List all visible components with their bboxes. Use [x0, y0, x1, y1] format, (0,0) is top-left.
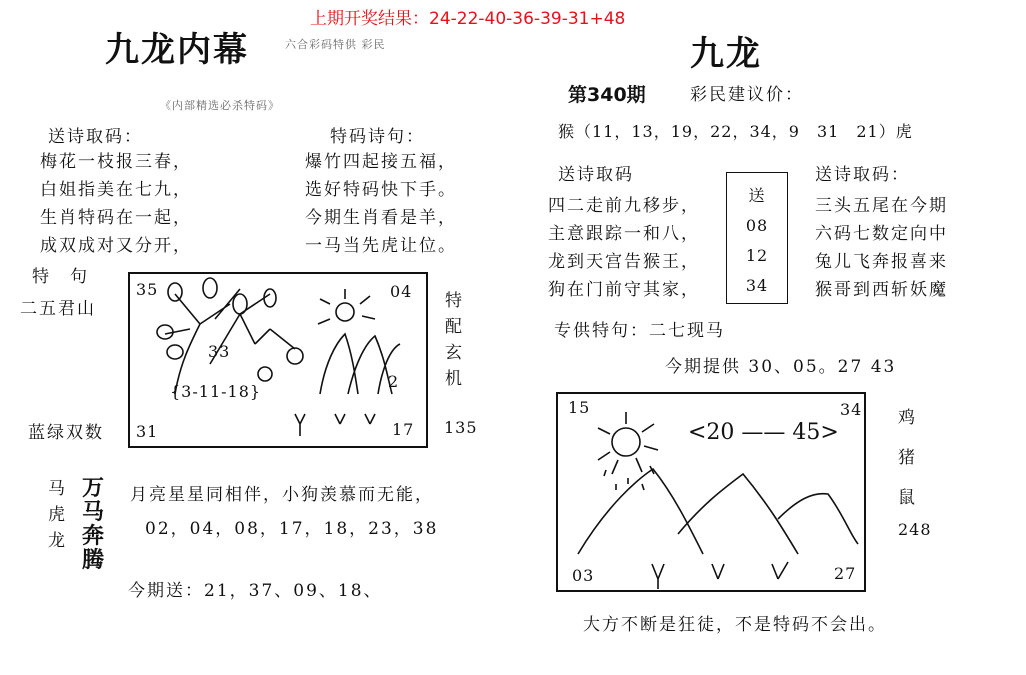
left-subtitle: 六合彩码特供 彩民 [285, 38, 386, 51]
pic-num-bl: 03 [572, 566, 595, 585]
poem-line: 一马当先虎让位。 [305, 236, 457, 256]
zodiac-item: 猪 [898, 448, 917, 468]
send-box-item: 08 [745, 216, 769, 235]
numbers-line: 02，04，08，17，18，23，38 [145, 519, 439, 539]
right-poem-header: 送诗取码 [558, 165, 634, 185]
poem-line: 白姐指美在七九， [40, 180, 192, 200]
special-line: 专供特句：二七现马 [554, 321, 725, 341]
price-label: 彩民建议价： [690, 85, 804, 105]
right-title: 九龙 [690, 34, 762, 74]
side-number: 135 [444, 418, 478, 437]
special-phrase: 二五君山 [20, 299, 96, 319]
poem-line: 梅花一枝报三春， [40, 152, 192, 172]
poem-line: 生肖特码在一起， [40, 208, 192, 228]
pic-num-br: 27 [834, 564, 857, 583]
poem-line: 成双成对又分开， [40, 236, 192, 256]
side-number-right: 248 [898, 520, 932, 539]
last-result: 上期开奖结果：24-22-40-36-39-31+48 [310, 9, 626, 29]
poem-line: 四二走前九移步， [548, 196, 700, 216]
left-poem [40, 148, 192, 260]
left-poem-right [305, 148, 457, 260]
zodiac-side [898, 398, 917, 518]
left-poem-right-header: 特码诗句： [330, 127, 425, 147]
pic-num-tr: 34 [840, 400, 863, 419]
poem-line: 爆竹四起接五福， [305, 152, 457, 172]
special-label: 特 句 [32, 267, 89, 287]
send-box-item: 送 [748, 186, 766, 205]
zodiac-item: 马 [48, 479, 67, 499]
left-sketch [130, 274, 426, 446]
left-subtitle2: 《内部精选必杀特码》 [160, 99, 280, 112]
right-picture-box [556, 392, 866, 592]
phrase-big: 万马奔腾 [82, 475, 105, 573]
poem-line: 狗在门前守其家， [548, 280, 700, 300]
zodiac-item: 龙 [48, 531, 67, 551]
pic-num-tl: 35 [136, 280, 159, 299]
send-box [726, 172, 788, 304]
moon-line: 月亮星星同相伴，小狗羡慕而无能， [130, 485, 434, 505]
issue-number: 第340期 [568, 84, 646, 106]
zodiac-item: 虎 [48, 505, 67, 525]
bottom-line: 大方不断是狂徒，不是特码不会出。 [583, 615, 887, 635]
monkey-line: 猴（11，13，19，22，34，9 31 21）虎 [558, 122, 913, 141]
color-label: 蓝绿双数 [28, 423, 104, 443]
send-line: 今期送：21，37、09、18、 [128, 581, 383, 601]
left-picture-box [128, 272, 428, 448]
pic-num-2: 2 [388, 372, 400, 391]
zodiac-item: 鼠 [898, 488, 917, 508]
zodiac-item: 鸡 [898, 408, 917, 428]
right-poem-right-header: 送诗取码： [815, 165, 910, 185]
pic-sequence: <20 —— 45> [688, 420, 839, 445]
left-title: 九龙内幕 [105, 30, 249, 70]
poem-line: 龙到天宫告猴王， [548, 252, 700, 272]
side-right: 特配玄机 [445, 291, 464, 389]
right-poem [548, 192, 700, 304]
poem-line: 选好特码快下手。 [305, 180, 457, 200]
pic-num-mid: 33 [208, 342, 231, 361]
pic-num-bl: 31 [136, 422, 159, 441]
pic-num-tl: 15 [568, 398, 591, 417]
pic-num-br: 17 [392, 420, 415, 439]
pic-num-tr: 04 [390, 282, 413, 301]
zodiac-left [48, 476, 67, 554]
pic-sequence: {3-11-18} [170, 382, 262, 401]
send-box-item: 12 [745, 246, 769, 265]
poem-line: 猴哥到西斩妖魔 [815, 280, 948, 300]
right-poem-right [815, 192, 948, 304]
poem-line: 主意跟踪一和八， [548, 224, 700, 244]
send-box-item: 34 [745, 276, 769, 295]
poem-line: 六码七数定向中 [815, 224, 948, 244]
poem-line: 兔儿飞奔报喜来 [815, 252, 948, 272]
poem-line: 今期生肖看是羊， [305, 208, 457, 228]
provide-line: 今期提供 30、05。27 43 [665, 357, 897, 377]
left-poem-header: 送诗取码： [48, 127, 143, 147]
send-box-list [727, 181, 787, 301]
poem-line: 三头五尾在今期 [815, 196, 948, 216]
